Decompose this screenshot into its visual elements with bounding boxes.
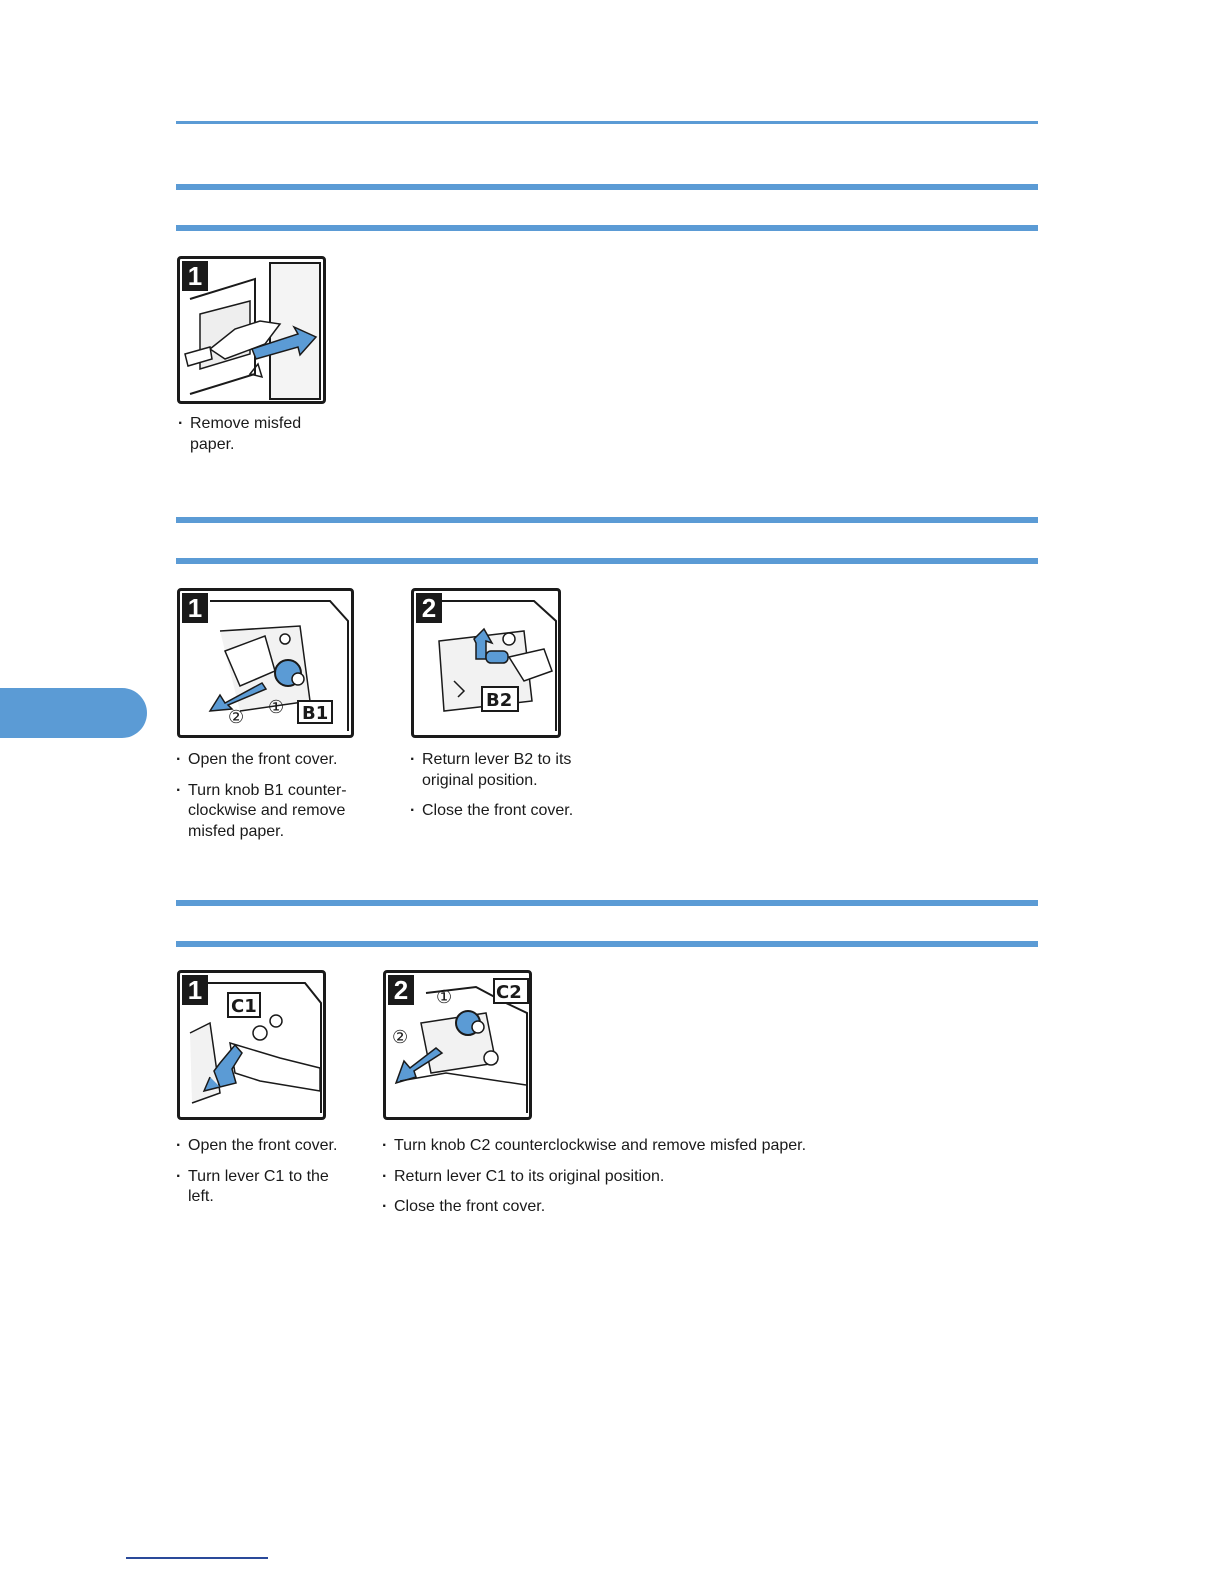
caption-item: · Close the front cover.: [382, 1197, 842, 1218]
c2-callout-2: ②: [392, 1027, 409, 1048]
section-a-top-rule: [176, 184, 1038, 190]
section-c-bottom-rule: [176, 941, 1038, 947]
b1-label: B1: [302, 703, 329, 724]
caption-item: · Close the front cover.: [410, 801, 590, 822]
figure-a1-caption: [178, 414, 318, 465]
figure-b1-caption: [176, 750, 361, 852]
section-a-bottom-rule: [176, 225, 1038, 231]
step-number: 1: [182, 593, 208, 623]
caption-item: · Return lever C1 to its original position.: [382, 1167, 842, 1188]
c1-label: C1: [231, 996, 257, 1017]
caption-item: · Turn knob C2 counterclockwise and remove misfed paper.: [382, 1136, 842, 1157]
section-c-top-rule: [176, 900, 1038, 906]
c2-label: C2: [496, 982, 522, 1003]
figure-b2-lever: [411, 588, 561, 738]
step-number: 2: [416, 593, 442, 623]
b1-callout-1: ①: [268, 697, 285, 718]
figure-b1-knob: [177, 588, 354, 738]
caption-item: · Return lever B2 to its original position.: [410, 750, 590, 791]
step-number: 2: [388, 975, 414, 1005]
figure-b2-caption: [410, 750, 590, 832]
c2-callout-1: ①: [436, 987, 453, 1008]
chapter-tab: [0, 688, 147, 738]
caption-item: · Turn knob B1 counter-clockwise and remove misfed paper.: [176, 781, 361, 843]
figure-c2-knob: [383, 970, 532, 1120]
caption-item: · Open the front cover.: [176, 750, 361, 771]
step-number: 1: [182, 975, 208, 1005]
header-rule: [176, 121, 1038, 124]
b1-callout-2: ②: [228, 707, 245, 728]
figure-c1-lever: [177, 970, 326, 1120]
section-b-bottom-rule: [176, 558, 1038, 564]
caption-item: · Remove misfed paper.: [178, 414, 318, 455]
caption-item: · Open the front cover.: [176, 1136, 356, 1157]
figure-c2-caption: [382, 1136, 842, 1228]
caption-item: · Turn lever C1 to the left.: [176, 1167, 356, 1208]
b2-label: B2: [486, 690, 513, 711]
section-b-top-rule: [176, 517, 1038, 523]
step-number: 1: [182, 261, 208, 291]
figure-a1-remove-paper: [177, 256, 326, 404]
figure-c1-caption: [176, 1136, 356, 1218]
footer-link-underline[interactable]: [126, 1557, 268, 1559]
